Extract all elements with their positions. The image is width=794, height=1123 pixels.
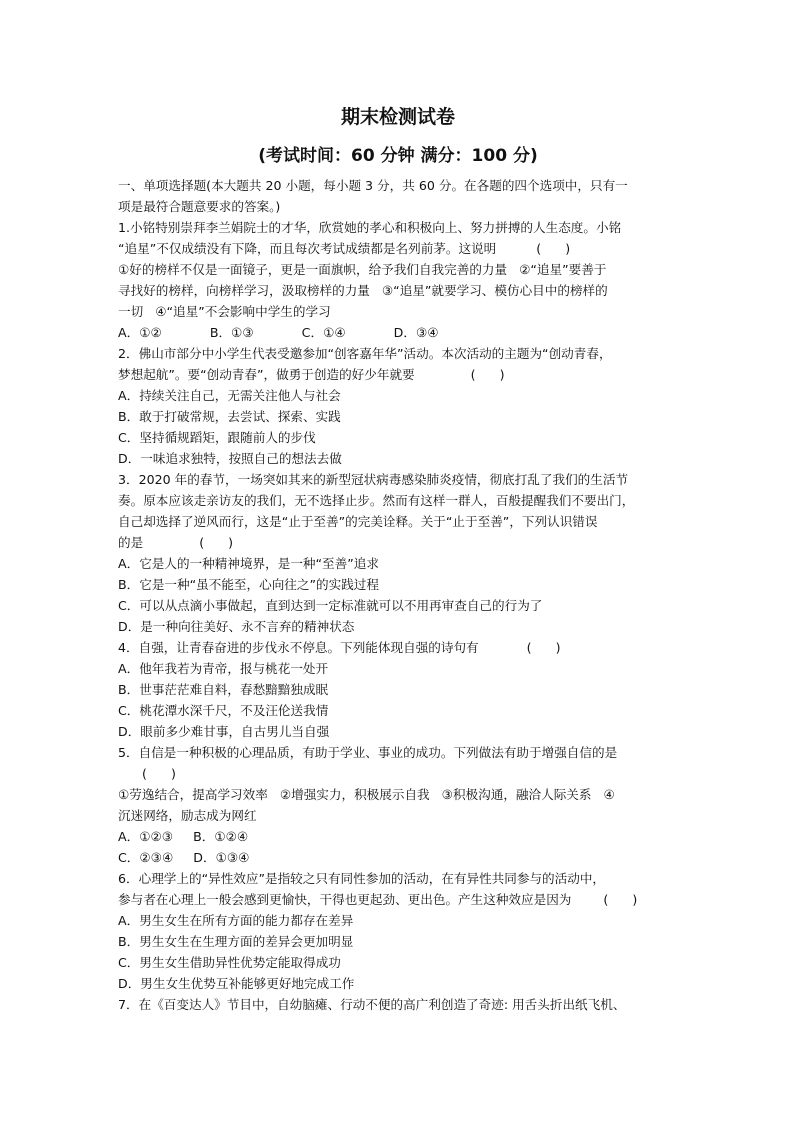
text-line: ①劳逸结合，提高学习效率 ②增强实力，积极展示自我 ③积极沟通，融洽人际关系 ④ — [118, 787, 615, 802]
text-line: 4．自强，让青春奋进的步伐永不停息。下列能体现自强的诗句有 ( ) — [118, 640, 561, 655]
text-line: C．坚持循规蹈矩，跟随前人的步伐 — [118, 430, 316, 445]
exam-body — [118, 175, 678, 1015]
text-line: 寻找好的榜样，向榜样学习，汲取榜样的力量 ③“追星”就要学习、模仿心目中的榜样的 — [118, 283, 608, 298]
text-line: A．他年我若为青帝，报与桃花一处开 — [118, 661, 329, 676]
text-line: 7．在《百变达人》节目中，自幼脑瘫、行动不便的高广利创造了奇迹: 用舌头折出纸飞机、 — [118, 997, 626, 1012]
text-line: 参与者在心理上一般会感到更愉快，干得也更起劲、更出色。产生这种效应是因为 ( ) — [118, 892, 638, 907]
text-line: A．它是人的一种精神境界，是一种“至善”追求 — [118, 556, 379, 571]
text-line: C．②③④ D．①③④ — [118, 850, 250, 865]
text-line: D．眼前多少难甘事，自古男儿当自强 — [118, 724, 330, 739]
text-line: C．桃花潭水深千尺，不及汪伦送我情 — [118, 703, 329, 718]
text-line: A．男生女生在所有方面的能力都存在差异 — [118, 913, 354, 928]
text-line: A．①② B．①③ C．①④ D．③④ — [118, 325, 439, 340]
text-line: 5．自信是一种积极的心理品质，有助于学业、事业的成功。下列做法有助于增强自信的是 — [118, 745, 618, 760]
text-line: B．男生女生在生理方面的差异会更加明显 — [118, 934, 354, 949]
text-line: A．①②③ B．①②④ — [118, 829, 249, 844]
exam-title: 期末检测试卷 — [340, 106, 455, 128]
text-line: C．男生女生借助异性优势定能取得成功 — [118, 955, 341, 970]
text-line: B．它是一种“虽不能至，心向往之”的实践过程 — [118, 577, 379, 592]
text-line: 1.小铭特别崇拜李兰娟院士的才华，欣赏她的孝心和积极向上、努力拼搏的人生态度。小铭 — [118, 220, 622, 235]
text-line: 项是最符合题意要求的答案。) — [118, 199, 281, 214]
text-line: D．男生女生优势互补能够更好地完成工作 — [118, 976, 355, 991]
text-line: 的是 ( ) — [118, 535, 234, 550]
text-line: ①好的榜样不仅是一面镜子，更是一面旗帜，给予我们自我完善的力量 ②“追星”要善于 — [118, 262, 607, 277]
exam-page — [118, 104, 678, 1015]
text-line: “追星”不仅成绩没有下降，而且每次考试成绩都是名列前茅。这说明 ( ) — [118, 241, 571, 256]
text-line: 2．佛山市部分中小学生代表受邀参加“创客嘉年华”活动。本次活动的主题为“创动青春， — [118, 346, 612, 361]
text-line: C．可以从点滴小事做起，直到达到一定标准就可以不用再审查自己的行为了 — [118, 598, 543, 613]
exam-subtitle: (考试时间：60 分钟 满分：100 分) — [258, 146, 538, 166]
text-line: D．一味追求独特，按照自己的想法去做 — [118, 451, 342, 466]
text-line: ( ) — [118, 766, 176, 781]
text-line: 沉迷网络，励志成为网红 — [118, 808, 257, 823]
text-line: B．世事茫茫难自料，春愁黯黯独成眠 — [118, 682, 329, 697]
text-line: D．是一种向往美好、永不言弃的精神状态 — [118, 619, 355, 634]
text-line: A．持续关注自己，无需关注他人与社会 — [118, 388, 341, 403]
text-line: B．敢于打破常规，去尝试、探索、实践 — [118, 409, 341, 424]
text-line: 6．心理学上的“异性效应”是指较之只有同性参加的活动，在有异性共同参与的活动中， — [118, 871, 606, 886]
text-line: 3．2020 年的春节，一场突如其来的新型冠状病毒感染肺炎疫情，彻底打乱了我们的生活节 — [118, 472, 629, 487]
text-line: 自己却选择了逆风而行，这是“止于至善”的完美诠释。关于“止于至善”，下列认识错误 — [118, 514, 598, 529]
text-line: 一切 ④“追星”不会影响中学生的学习 — [118, 304, 331, 319]
text-line: 梦想起航”。要“创动青春”，做勇于创造的好少年就要 ( ) — [118, 367, 505, 382]
text-line: 一、单项选择题(本大题共 20 小题，每小题 3 分，共 60 分。在各题的四个选项中，只有一 — [118, 178, 628, 193]
text-line: 奏。原本应该走亲访友的我们，无不选择止步。然而有这样一群人，百般提醒我们不要出门， — [118, 493, 635, 508]
